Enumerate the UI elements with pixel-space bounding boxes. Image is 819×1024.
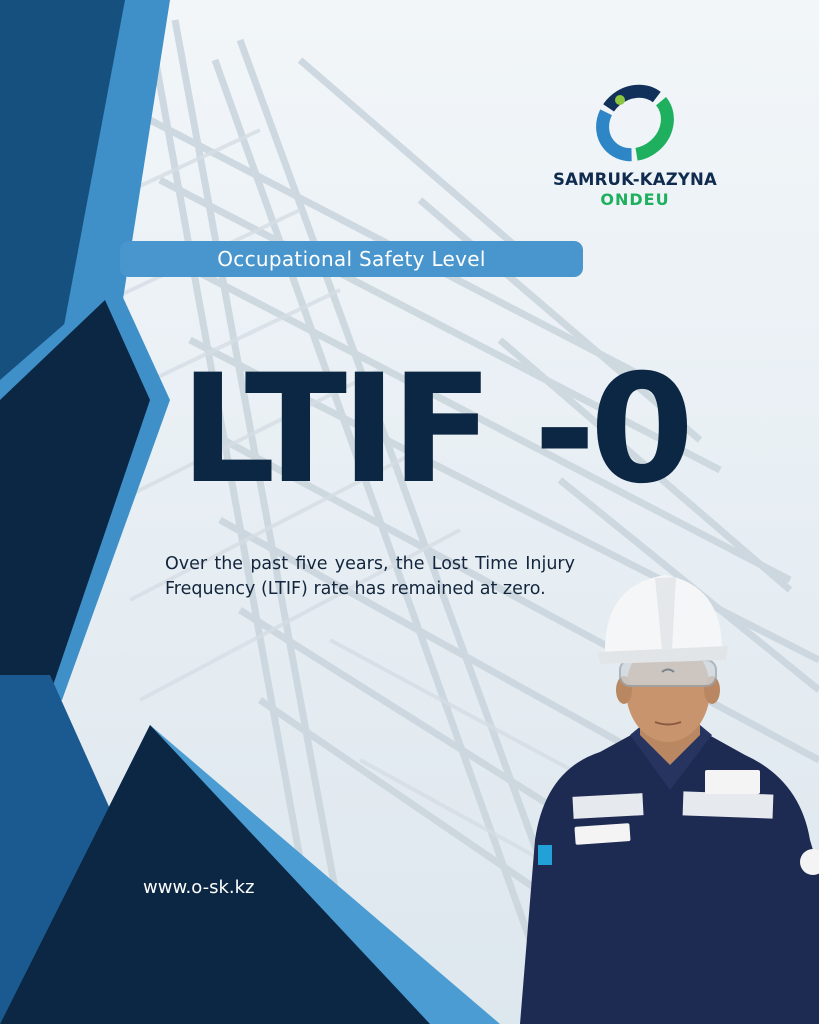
website-link[interactable]: www.o-sk.kz: [143, 877, 255, 898]
brand-name: SAMRUK-KAZYNA: [552, 170, 718, 189]
ltif-description: Over the past five years, the Lost Time Injury Frequency (LTIF) rate has remained at zero.: [165, 554, 575, 599]
safety-level-label: Occupational Safety Level: [217, 247, 486, 271]
brand-subname: ONDEU: [600, 190, 670, 209]
ltif-headline: LTIF -0: [180, 343, 689, 517]
